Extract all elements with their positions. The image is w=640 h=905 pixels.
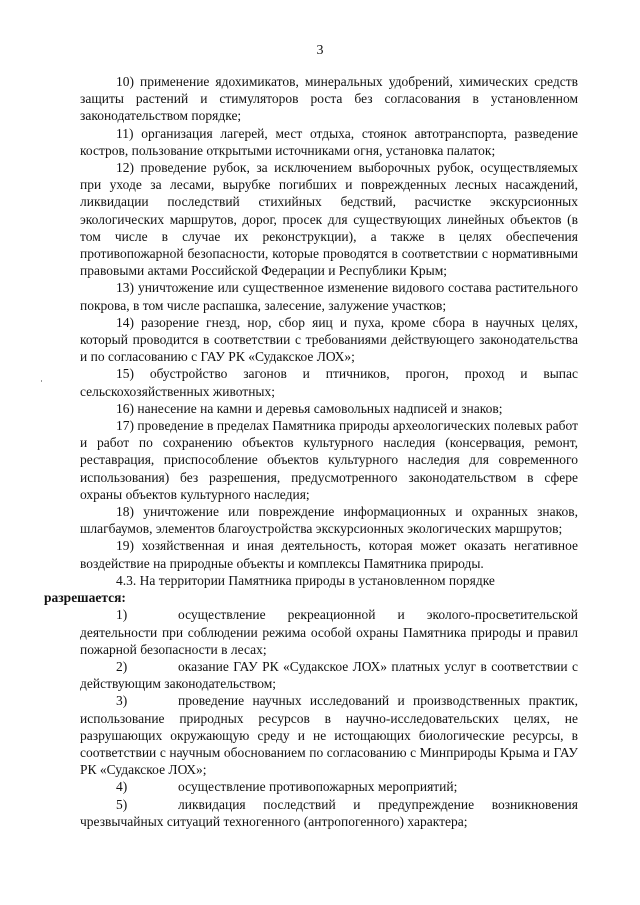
prohibited-item-19: 19) хозяйственная и иная деятельность, которая может оказать негативное воздействие на природные объекты и комплексы Памятника природы.	[80, 538, 578, 571]
margin-mark	[41, 380, 42, 382]
allowed-item-number: 4)	[116, 779, 128, 795]
allowed-item-5	[80, 796, 578, 830]
allowed-item-text: осуществление противопожарных мероприятий;	[178, 779, 458, 795]
prohibited-item-10: 10) применение ядохимикатов, минеральных удобрений, химических средств защиты растений и стимуляторов роста без согласования в установленном законодательством порядке;	[80, 74, 578, 124]
allowed-item-text: осуществление рекреационной и эколого-просветительской деятельности при соблюдении режима особой охраны Памятника природы и правил пожарной безопасности в лесах;	[80, 607, 578, 657]
prohibited-item-15: 15) обустройство загонов и птичников, прогон, проход и выпас сельскохозяйственных животных;	[80, 366, 578, 399]
section-intro: 4.3. На территории Памятника природы в установленном порядке	[116, 572, 495, 588]
allowed-item-4	[80, 778, 578, 795]
prohibited-item-13: 13) уничтожение или существенное изменение видового состава растительного покрова, в том числе распашка, залесение, залужение участков;	[80, 280, 578, 313]
prohibited-item-11: 11) организация лагерей, мест отдыха, стоянок автотранспорта, разведение костров, пользование открытыми источниками огня, установка палаток;	[80, 125, 578, 158]
document-body	[44, 73, 578, 830]
prohibited-item-14: 14) разорение гнезд, нор, сбор яиц и пуха, кроме сбора в научных целях, который проводится в соответствии с требованиями действующего законодательства и по согласованию с ГАУ РК «Судакское ЛОХ»;	[80, 314, 578, 365]
allowed-item-text: проведение научных исследований и производственных практик, использование природных ресурсов в научно-исследовательских целях, не разрушающих окружающую среду и не истощающих биологические ресурсы, в соответствии с научным обоснованием по согласованию с Минприроды Крыма и ГАУ РК «Судакское ЛОХ»;	[80, 693, 578, 778]
allowed-item-number: 3)	[116, 693, 128, 709]
allowed-item-number: 1)	[116, 607, 128, 623]
page-number: 3	[316, 43, 324, 58]
section-intro-bold: разрешается:	[44, 590, 126, 606]
allowed-item-text: оказание ГАУ РК «Судакское ЛОХ» платных услуг в соответствии с действующим законодательством;	[80, 658, 578, 692]
allowed-item-1	[80, 606, 578, 658]
section-4-3-heading	[44, 572, 578, 606]
allowed-item-number: 5)	[116, 796, 128, 812]
prohibited-item-16: 16) нанесение на камни и деревья самовольных надписей и знаков;	[116, 400, 503, 416]
allowed-item-2	[80, 658, 578, 692]
prohibited-item-17: 17) проведение в пределах Памятника природы археологических полевых работ и работ по сохранению объектов культурного наследия (консервация, ремонт, реставрация, приспособление объектов культурного наследия для современного использования) без разрешения, предусмотренного законодательством в сфере охраны объектов культурного наследия;	[80, 418, 578, 502]
allowed-item-number: 2)	[116, 658, 128, 674]
allowed-item-text: ликвидация последствий и предупреждение возникновения чрезвычайных ситуаций техногенного (антропогенного) характера;	[80, 796, 578, 829]
prohibited-item-12: 12) проведение рубок, за исключением выборочных рубок, осуществляемых при уходе за лесами, вырубке погибших и поврежденных лесных насаждений, ликвидации последствий стихийных бедствий, расчистке экскурсионных экологических маршрутов, дорог, просек для существующих линейных объектов (в том числе в случае их реконструкции), а также в целях обеспечения противопожарной безопасности, которые проводятся в соответствии с нормативными правовыми актами Российской Федерации и Республики Крым;	[80, 160, 578, 279]
allowed-item-3	[80, 692, 578, 778]
prohibited-item-18: 18) уничтожение или повреждение информационных и охранных знаков, шлагбаумов, элементов благоустройства экскурсионных экологических маршрутов;	[80, 504, 578, 537]
